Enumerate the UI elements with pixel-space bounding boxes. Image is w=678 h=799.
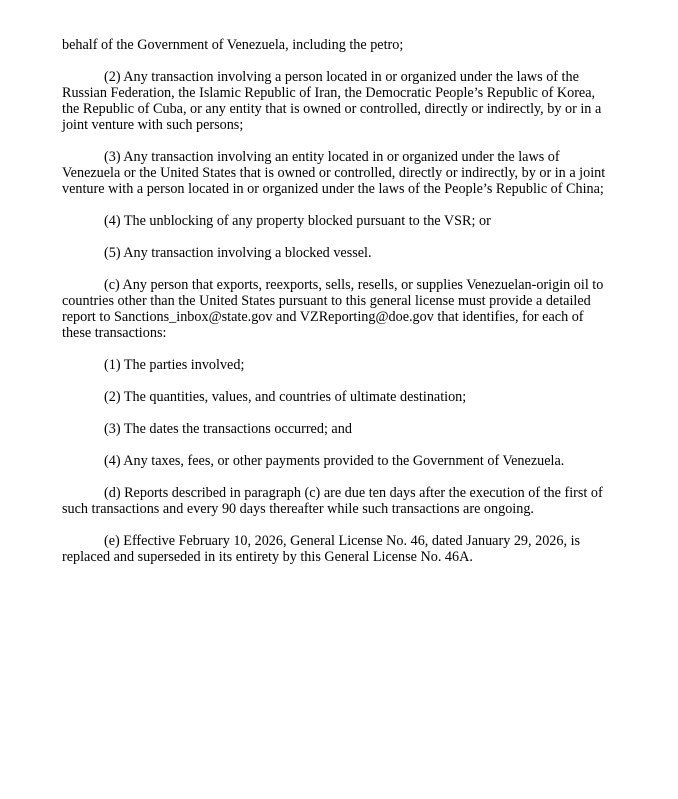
text-line: countries other than the United States pursuant to this general license must provide a detailed — [62, 293, 591, 309]
text-line: (4) The unblocking of any property blocked pursuant to the VSR; or — [104, 213, 491, 229]
paragraph-continuation — [62, 37, 607, 53]
text-line: replaced and superseded in its entirety by this General License No. 46A. — [62, 549, 473, 565]
text-line: the Republic of Cuba, or any entity that is owned or controlled, directly or indirectly, by or in a — [62, 101, 602, 117]
paragraph-c-4 — [62, 453, 607, 469]
text-line: such transactions and every 90 days thereafter while such transactions are ongoing. — [62, 501, 534, 517]
text-line: these transactions: — [62, 325, 167, 341]
paragraph-c-2 — [62, 389, 607, 405]
paragraph-c-3 — [62, 421, 607, 437]
text-line: (4) Any taxes, fees, or other payments provided to the Government of Venezuela. — [104, 453, 565, 469]
text-line: Venezuela or the United States that is owned or controlled, directly or indirectly, by or in a joint — [62, 165, 606, 181]
text-line: (2) The quantities, values, and countries of ultimate destination; — [104, 389, 467, 405]
paragraph-b-4 — [62, 213, 607, 229]
document-page — [62, 37, 607, 581]
text-line: (e) Effective February 10, 2026, General License No. 46, dated January 29, 2026, is — [104, 533, 581, 549]
text-line: (3) Any transaction involving an entity located in or organized under the laws of — [104, 149, 560, 165]
paragraph-b-3 — [62, 149, 607, 197]
text-line: report to Sanctions_inbox@state.gov and VZReporting@doe.gov that identifies, for each of — [62, 309, 584, 325]
paragraph-e — [62, 533, 607, 565]
paragraph-b-2 — [62, 69, 607, 133]
text-line: joint venture with such persons; — [62, 117, 244, 133]
paragraph-c-1 — [62, 357, 607, 373]
text-line: (5) Any transaction involving a blocked vessel. — [104, 245, 372, 261]
text-line: (1) The parties involved; — [104, 357, 245, 373]
text-line: venture with a person located in or organized under the laws of the People’s Republic of China; — [62, 181, 604, 197]
text-line: (2) Any transaction involving a person located in or organized under the laws of the — [104, 69, 579, 85]
text-line: Russian Federation, the Islamic Republic of Iran, the Democratic People’s Republic of Korea, — [62, 85, 596, 101]
text-line: (d) Reports described in paragraph (c) are due ten days after the execution of the first of — [104, 485, 603, 501]
paragraph-b-5 — [62, 245, 607, 261]
paragraph-c — [62, 277, 607, 341]
paragraph-d — [62, 485, 607, 517]
text-line: (c) Any person that exports, reexports, sells, resells, or supplies Venezuelan-origin oil to — [104, 277, 604, 293]
text-line: behalf of the Government of Venezuela, including the petro; — [62, 37, 404, 53]
text-line: (3) The dates the transactions occurred; and — [104, 421, 352, 437]
